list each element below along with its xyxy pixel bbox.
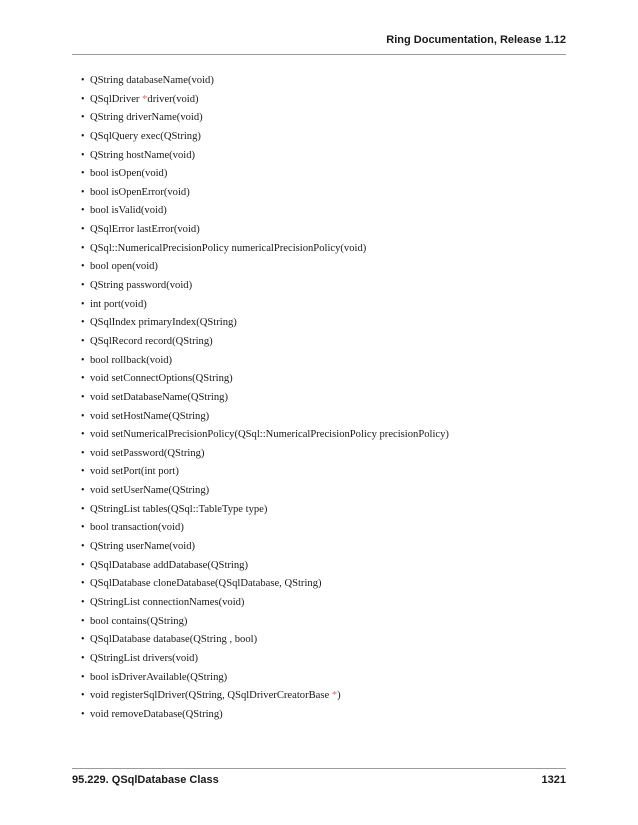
method-signature: int port(void) [90,298,147,310]
list-item [72,465,572,484]
list-item [72,633,572,652]
bullet-icon: • [81,205,85,217]
list-item [72,652,572,671]
bullet-icon: • [81,186,85,198]
list-item [72,204,572,223]
list-item [72,596,572,615]
list-item [72,410,572,429]
bullet-icon: • [81,447,85,459]
bullet-icon: • [81,485,85,497]
method-signature: void setPassword(QString) [90,447,205,459]
bullet-icon: • [81,242,85,254]
list-item [72,689,572,708]
method-signature: QString userName(void) [90,541,196,553]
method-signature: QSqlQuery exec(QString) [90,130,201,142]
page-header [72,30,566,55]
bullet-icon: • [81,317,85,329]
bullet-icon: • [81,690,85,702]
bullet-icon: • [81,335,85,347]
bullet-icon: • [81,75,85,86]
list-item [72,167,572,186]
bullet-icon: • [81,112,85,124]
list-item [72,186,572,205]
list-item [72,260,572,279]
method-signature: bool isOpenError(void) [90,186,190,198]
method-signature: bool open(void) [90,261,158,273]
bullet-icon: • [81,578,85,590]
bullet-icon: • [81,224,85,236]
bullet-icon: • [81,373,85,385]
bullet-icon: • [81,93,85,105]
method-signature: void registerSqlDriver(QString, QSqlDriverCreatorBase [90,690,332,702]
list-item [72,447,572,466]
method-signature: QStringList tables(QSql::TableType type) [90,503,268,515]
bullet-icon: • [81,503,85,515]
method-signature: bool isDriverAvailable(QString) [90,671,228,683]
list-item [72,93,572,112]
method-signature: QSqlDriver [90,93,143,105]
bullet-icon: • [81,354,85,366]
list-item [72,149,572,168]
list-item [72,540,572,559]
method-signature: void setNumericalPrecisionPolicy(QSql::NumericalPrecisionPolicy precisionPolicy) [90,429,449,441]
bullet-icon: • [81,298,85,310]
list-item [72,428,572,447]
footer-section-title: 95.229. QSqlDatabase Class [72,774,219,786]
method-signature: void setHostName(QString) [90,410,210,422]
bullet-icon: • [81,522,85,534]
list-item [72,484,572,503]
list-item [72,242,572,261]
footer-page-number: 1321 [541,774,566,786]
bullet-icon: • [81,130,85,142]
list-item [72,316,572,335]
method-signature: QString driverName(void) [90,112,203,124]
list-item [72,391,572,410]
bullet-icon: • [81,410,85,422]
method-signature: QSqlIndex primaryIndex(QString) [90,317,237,329]
bullet-icon: • [81,280,85,292]
bullet-icon: • [81,559,85,571]
method-signature: bool isOpen(void) [90,168,168,180]
header-title: Ring Documentation, Release 1.12 [386,34,566,46]
list-item [72,671,572,690]
bullet-icon: • [81,261,85,273]
method-signature: void setDatabaseName(QString) [90,391,228,403]
pointer-marker: * [331,690,338,702]
list-item [72,521,572,540]
method-signature-rest: ) [337,690,341,702]
bullet-icon: • [81,671,85,683]
method-signature: QSqlDatabase database(QString , bool) [90,634,258,646]
method-list [72,74,572,726]
method-signature: bool transaction(void) [90,522,184,534]
bullet-icon: • [81,168,85,180]
bullet-icon: • [81,466,85,478]
bullet-icon: • [81,615,85,627]
method-signature: QSqlDatabase cloneDatabase(QSqlDatabase, QString) [90,578,322,590]
bullet-icon: • [81,149,85,161]
list-item [72,111,572,130]
bullet-icon: • [81,634,85,646]
list-item [72,335,572,354]
method-signature: void removeDatabase(QString) [90,708,223,720]
method-signature: bool rollback(void) [90,354,173,366]
method-signature: void setUserName(QString) [90,485,210,497]
bullet-icon: • [81,652,85,664]
bullet-icon: • [81,429,85,441]
method-signature: QSqlError lastError(void) [90,224,200,236]
bullet-icon: • [81,391,85,403]
list-item [72,615,572,634]
method-signature: QString hostName(void) [90,149,196,161]
method-signature: void setConnectOptions(QString) [90,373,233,385]
list-item [72,503,572,522]
pointer-marker: * [142,93,148,105]
page-footer [72,768,566,789]
method-signature: QString password(void) [90,280,193,292]
method-signature: QStringList connectionNames(void) [90,596,245,608]
list-item [72,559,572,578]
method-signature: QSqlRecord record(QString) [90,335,213,347]
list-item [72,577,572,596]
bullet-icon: • [81,708,85,720]
list-item [72,372,572,391]
list-item [72,298,572,317]
bullet-icon: • [81,596,85,608]
method-signature: bool contains(QString) [90,615,188,627]
list-item [72,708,572,727]
method-signature: QSqlDatabase addDatabase(QString) [90,559,248,571]
list-item [72,279,572,298]
method-signature: bool isValid(void) [90,205,167,217]
list-item [72,130,572,149]
method-signature: QStringList drivers(void) [90,652,198,664]
method-signature: QSql::NumericalPrecisionPolicy numericalPrecisionPolicy(void) [90,242,367,254]
method-signature: void setPort(int port) [90,466,179,478]
method-signature: QString databaseName(void) [90,75,214,86]
list-item [72,223,572,242]
list-item [72,74,572,93]
bullet-icon: • [81,541,85,553]
method-signature-rest: driver(void) [147,93,199,105]
list-item [72,354,572,373]
